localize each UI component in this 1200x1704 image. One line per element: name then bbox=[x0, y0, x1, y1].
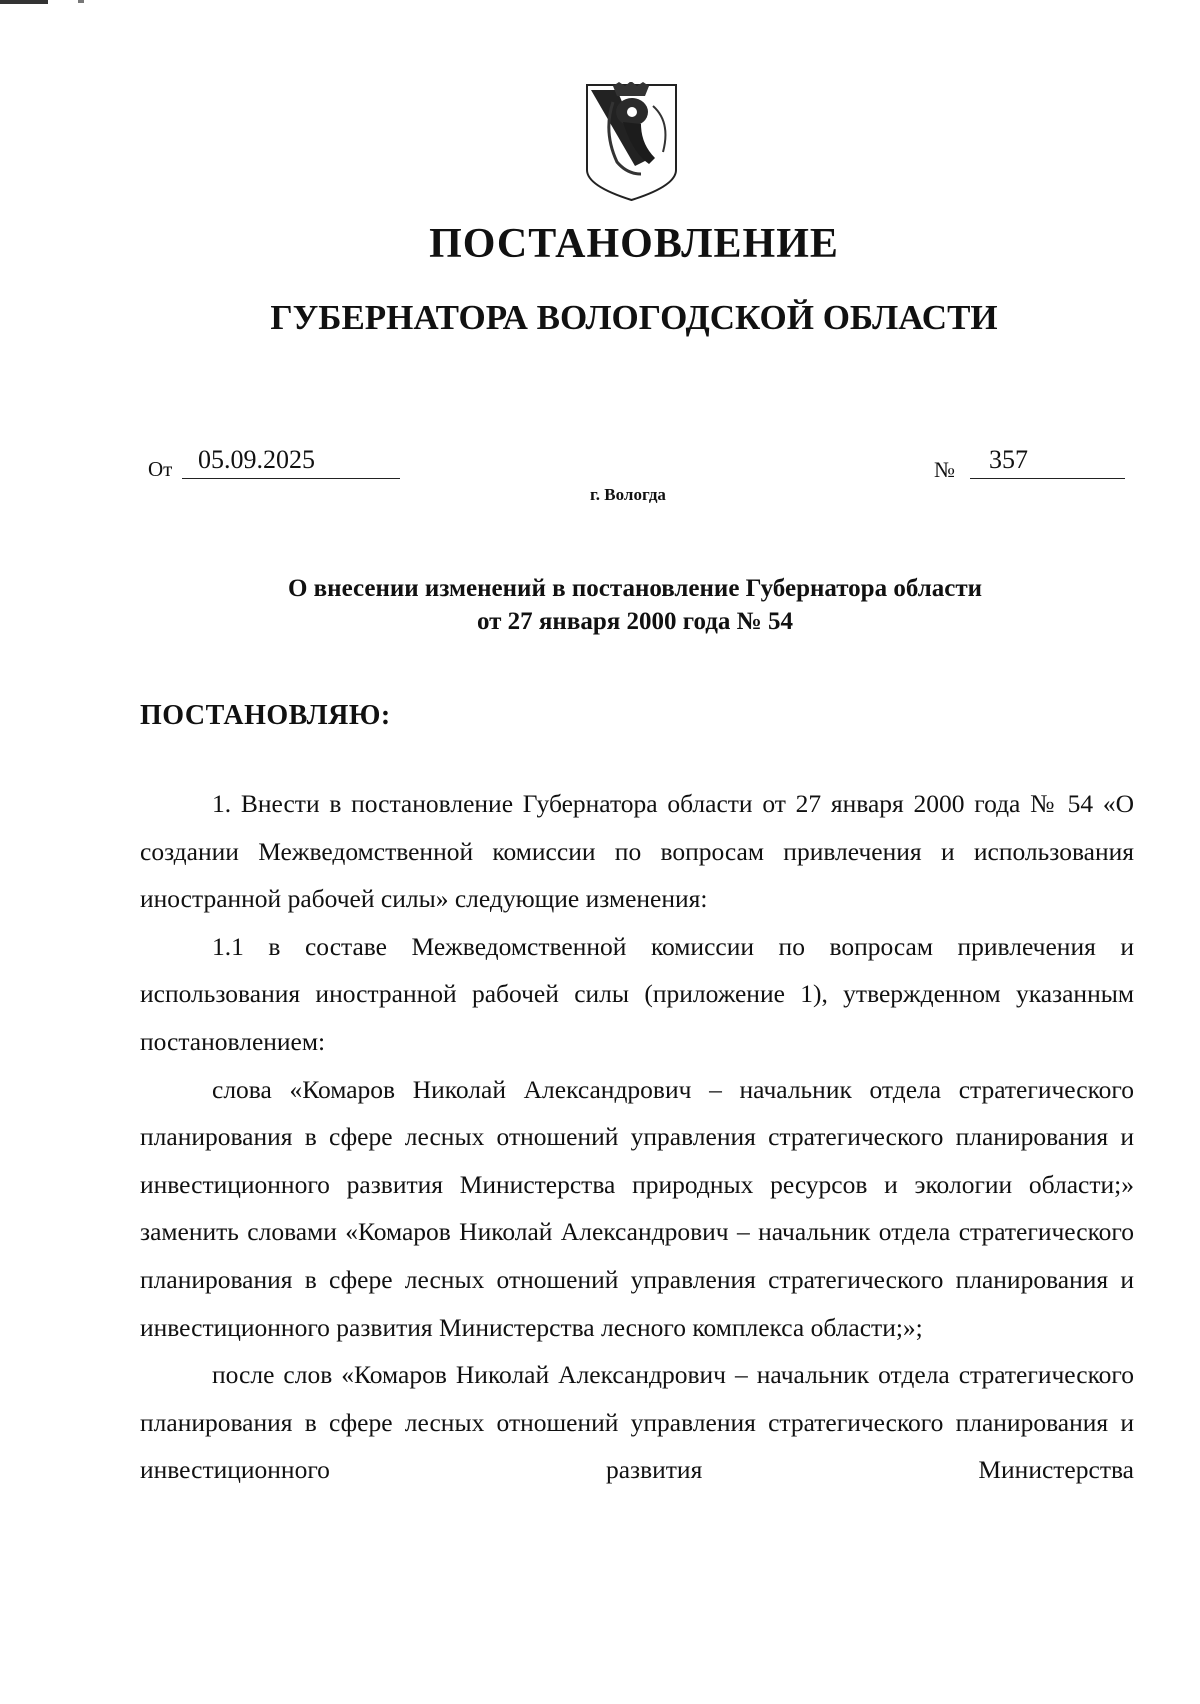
subject-line: О внесении изменений в постановление Губернатора области bbox=[287, 575, 983, 602]
document-number: 357 bbox=[989, 445, 1028, 474]
decree-heading: ПОСТАНОВЛЯЮ: bbox=[140, 700, 391, 731]
page-title: ПОСТАНОВЛЕНИЕ bbox=[429, 221, 839, 267]
number-underline bbox=[970, 478, 1125, 479]
vologda-coat-of-arms-icon bbox=[583, 82, 680, 202]
paragraph: слова «Комаров Николай Александрович – начальник отдела стратегического планирования в сфере лесных отношений управления стратегического планирования и инвестиционного развития Министерства природных ресурсов и экологии области;» заменить словами «Комаров Николай Александрович – начальник отдела стратегического планирования в сфере лесных отношений управления стратегического планирования и инвестиционного развития Министерства лесного комплекса области;»; bbox=[140, 1074, 1134, 1342]
city-label: г. Вологда bbox=[590, 485, 666, 504]
page-subtitle: ГУБЕРНАТОРА ВОЛОГОДСКОЙ ОБЛАСТИ bbox=[270, 298, 998, 337]
scan-artifact bbox=[78, 0, 84, 3]
number-label: № bbox=[934, 457, 955, 482]
date-label: От bbox=[148, 457, 173, 481]
document-subject bbox=[0, 572, 1200, 638]
paragraph: 1. Внести в постановление Губернатора области от 27 января 2000 года № 54 «О создании Межведомственной комиссии по вопросам привлечения и использования иностранной рабочей силы» следующие изменения: bbox=[140, 789, 1134, 914]
document-body bbox=[140, 780, 1134, 1494]
paragraph: 1.1 в составе Межведомственной комиссии по вопросам привлечения и использования иностранной рабочей силы (приложение 1), утвержденном указанным постановлением: bbox=[140, 931, 1134, 1056]
paragraph: после слов «Комаров Николай Александрович – начальник отдела стратегического планирования в сфере лесных отношений управления стратегического планирования и инвестиционного развития Министерства bbox=[140, 1360, 1134, 1485]
subject-line: от 27 января 2000 года № 54 bbox=[476, 608, 794, 635]
date-underline bbox=[182, 478, 400, 479]
scan-artifact bbox=[0, 0, 48, 4]
document-date: 05.09.2025 bbox=[198, 445, 315, 474]
